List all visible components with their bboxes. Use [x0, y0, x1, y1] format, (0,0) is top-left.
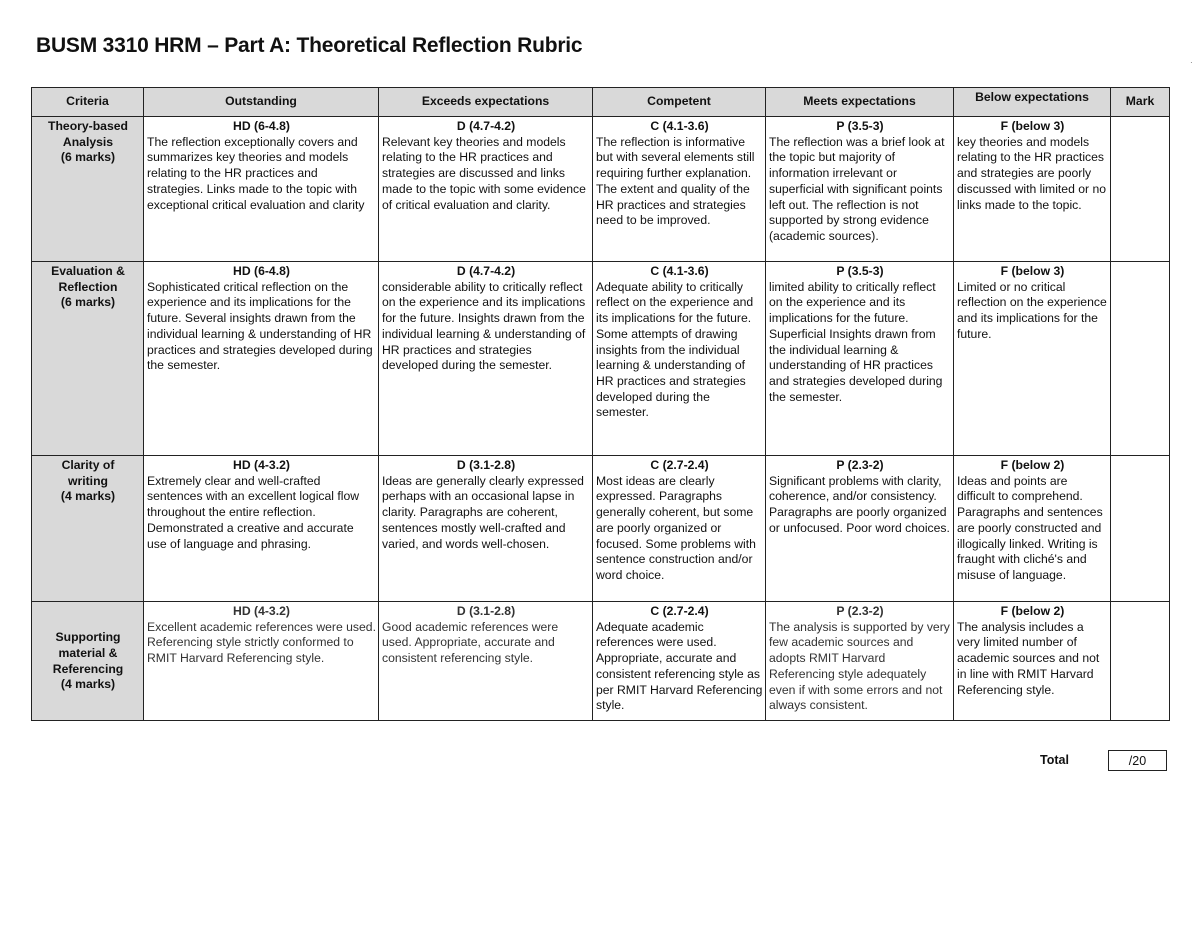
- criteria-cell: [32, 262, 144, 456]
- grade-label: C (2.7-2.4): [650, 458, 709, 472]
- header-meets: Meets expectations: [766, 88, 954, 117]
- criteria-cell: [32, 602, 144, 721]
- grade-label: C (2.7-2.4): [650, 604, 709, 618]
- criteria-line: Reflection: [58, 279, 118, 294]
- criteria-line: (4 marks): [60, 677, 116, 692]
- descriptor-text: Extremely clear and well-crafted sentences with an excellent logical flow throughout the entire reflection. Demonstrated a creative and accurate use of language and phrasing.: [147, 473, 360, 551]
- grade-label: F (below 2): [1000, 604, 1065, 618]
- criteria-cell: [32, 456, 144, 602]
- criteria-line: Clarity of: [61, 458, 115, 472]
- criteria-line: material &: [58, 645, 118, 660]
- table-row: [32, 602, 1170, 721]
- criteria-line: Referencing: [52, 661, 124, 676]
- rubric-cell: [144, 456, 379, 602]
- grade-label: D (4.7-4.2): [456, 264, 516, 278]
- descriptor-text: Relevant key theories and models relating to the HR practices and strategies are discussed and links made to the topic with some evidence of critical evaluation and clarity.: [382, 134, 586, 212]
- criteria-line: Supporting: [55, 630, 121, 645]
- grade-label: D (3.1-2.8): [456, 458, 516, 472]
- mark-cell[interactable]: [1111, 602, 1170, 721]
- criteria-line: (4 marks): [60, 489, 116, 504]
- grade-label: F (below 2): [1000, 458, 1065, 472]
- total-field[interactable]: /20: [1108, 750, 1167, 771]
- table-row: [32, 262, 1170, 456]
- rubric-cell: [954, 262, 1111, 456]
- descriptor-text: key theories and models relating to the HR practices and strategies are poorly discussed with limited or no links made to the topic.: [957, 134, 1107, 212]
- grade-label: C (4.1-3.6): [650, 264, 709, 278]
- grade-label: D (4.7-4.2): [456, 119, 516, 133]
- descriptor-text: The reflection is informative but with several elements still requiring further explanation. The extent and quality of the HR practices and strategies need to be improved.: [596, 134, 755, 228]
- rubric-cell: [379, 117, 593, 262]
- grade-label: P (2.3-2): [836, 604, 884, 618]
- descriptor-text: The reflection exceptionally covers and summarizes key theories and models relating to the HR practices and strategies. Links made to the topic with exceptional critical evaluation and clarity: [147, 134, 365, 212]
- rubric-cell: [766, 117, 954, 262]
- rubric-cell: [144, 117, 379, 262]
- grade-label: HD (4-3.2): [233, 458, 290, 472]
- header-criteria: Criteria: [32, 88, 144, 117]
- header-below: Below expectations: [954, 88, 1111, 117]
- rubric-cell: [954, 117, 1111, 262]
- header-mark: Mark: [1111, 88, 1170, 117]
- table-row: [32, 456, 1170, 602]
- criteria-cell: [32, 117, 144, 262]
- descriptor-text: Limited or no critical reflection on the experience and its implications for the future.: [957, 279, 1107, 341]
- header-competent: Competent: [593, 88, 766, 117]
- grade-label: F (below 3): [1000, 119, 1065, 133]
- descriptor-text: The analysis is supported by very few academic sources and adopts RMIT Harvard Referencing style adequately even if with some errors and not always consistent.: [769, 619, 950, 713]
- rubric-cell: [593, 456, 766, 602]
- rubric-cell: [766, 602, 954, 721]
- descriptor-text: Ideas and points are difficult to comprehend. Paragraphs and sentences are poorly constructed and illogically linked. Writing is fraught with cliché's and misuse of language.: [957, 473, 1103, 582]
- mark-cell[interactable]: [1111, 456, 1170, 602]
- rubric-cell: [593, 117, 766, 262]
- rubric-cell: [379, 262, 593, 456]
- header-exceeds: Exceeds expectations: [379, 88, 593, 117]
- grade-label: C (4.1-3.6): [650, 119, 709, 133]
- descriptor-text: Most ideas are clearly expressed. Paragraphs generally coherent, but some are poorly organized or focused. Some problems with sentence construction and/or word choice.: [596, 473, 756, 582]
- grade-label: P (2.3-2): [836, 458, 884, 472]
- grade-label: P (3.5-3): [836, 119, 884, 133]
- criteria-line: (6 marks): [60, 150, 116, 165]
- rubric-cell: [379, 602, 593, 721]
- table-row: [32, 117, 1170, 262]
- rubric-cell: [379, 456, 593, 602]
- criteria-line: Analysis: [62, 134, 114, 149]
- descriptor-text: Good academic references were used. Appropriate, accurate and consistent referencing style.: [382, 619, 559, 666]
- grade-label: F (below 3): [1000, 264, 1065, 278]
- rubric-cell: [954, 456, 1111, 602]
- stray-mark: ·: [1190, 58, 1193, 67]
- rubric-table: [31, 87, 1170, 721]
- descriptor-text: Ideas are generally clearly expressed perhaps with an occasional lapse in clarity. Paragraphs are coherent, sentences mostly well-crafted and varied, and words well-chosen.: [382, 473, 584, 551]
- criteria-line: (6 marks): [60, 295, 116, 310]
- rubric-cell: [766, 456, 954, 602]
- grade-label: HD (6-4.8): [233, 119, 290, 133]
- grade-label: P (3.5-3): [836, 264, 884, 278]
- rubric-cell: [144, 602, 379, 721]
- descriptor-text: Adequate ability to critically reflect on the experience and its implications for the future. Some attempts of drawing insights from the individual learning & understanding of HR practices and strategies developed during the semester.: [596, 279, 754, 420]
- criteria-line: Theory-based: [48, 119, 128, 133]
- descriptor-text: Adequate academic references were used. Appropriate, accurate and consistent referencing style as per RMIT Harvard Referencing style.: [596, 619, 763, 713]
- descriptor-text: considerable ability to critically reflect on the experience and its implications for the future. Insights drawn from the individual learning & understanding of HR practices and strategies developed during the semester.: [382, 279, 586, 373]
- rubric-cell: [766, 262, 954, 456]
- header-row: [32, 88, 1170, 117]
- criteria-line: Evaluation &: [51, 264, 125, 278]
- descriptor-text: The analysis includes a very limited number of academic sources and not in line with RMIT Harvard Referencing style.: [957, 619, 1100, 697]
- rubric-cell: [593, 262, 766, 456]
- grade-label: D (3.1-2.8): [456, 604, 516, 618]
- descriptor-text: Sophisticated critical reflection on the experience and its implications for the future. Several insights drawn from the individual learning & understanding of HR practices and strategies developed during the semester.: [147, 279, 373, 373]
- mark-cell[interactable]: [1111, 262, 1170, 456]
- page-title: BUSM 3310 HRM – Part A: Theoretical Reflection Rubric: [36, 34, 583, 57]
- header-outstanding: Outstanding: [144, 88, 379, 117]
- criteria-line: writing: [68, 473, 108, 488]
- rubric-cell: [144, 262, 379, 456]
- descriptor-text: The reflection was a brief look at the topic but majority of information irrelevant or superficial with significant points left out. The reflection is not supported by strong evidence (academic sources).: [769, 134, 945, 243]
- rubric-cell: [593, 602, 766, 721]
- grade-label: HD (4-3.2): [233, 604, 290, 618]
- descriptor-text: limited ability to critically reflect on the experience and its implications for the future. Superficial Insights drawn from the individual learning & understanding of HR practices and strategies developed during the semester.: [769, 279, 943, 404]
- total-label: Total: [1040, 753, 1069, 767]
- descriptor-text: Excellent academic references were used. Referencing style strictly conformed to RMIT Harvard Referencing style.: [147, 619, 376, 666]
- mark-cell[interactable]: [1111, 117, 1170, 262]
- grade-label: HD (6-4.8): [233, 264, 290, 278]
- rubric-cell: [954, 602, 1111, 721]
- descriptor-text: Significant problems with clarity, coherence, and/or consistency. Paragraphs are poorly organized or unfocused. Poor word choices.: [769, 473, 950, 535]
